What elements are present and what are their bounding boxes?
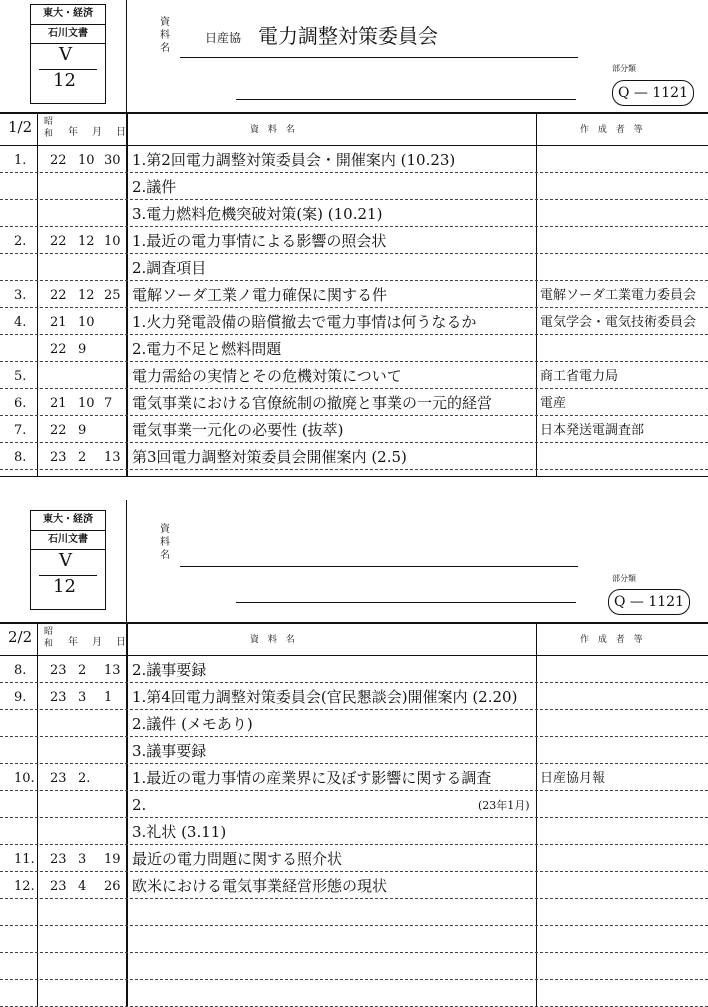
row-document-name: 1.第2回電力調整対策委員会・開催案内 (10.23) — [132, 151, 456, 169]
table-row — [0, 764, 708, 791]
row-document-name: 電力需給の実情とその危機対策について — [132, 367, 402, 385]
table-row — [0, 173, 708, 200]
row-month: 10 — [78, 315, 95, 330]
row-document-name: 1.最近の電力事情による影響の照会状 — [132, 232, 387, 250]
row-author: 電産 — [540, 396, 567, 411]
row-number: 1. — [14, 153, 27, 168]
row-number: 10. — [14, 771, 35, 786]
stamp-line2: 石川文書 — [48, 28, 88, 39]
row-author: 日本発送電調査部 — [540, 423, 645, 438]
header-era: 昭和 — [44, 117, 54, 139]
row-author: 電解ソーダ工業電力委員会 — [540, 288, 697, 303]
row-day: 26 — [104, 879, 121, 894]
stamp-volume: V — [59, 44, 72, 65]
row-month: 4 — [78, 879, 87, 894]
stamp-line1: 東大・経済 — [43, 8, 93, 19]
stamp-number: 12 — [53, 70, 76, 91]
table-row — [0, 872, 708, 899]
header-era: 昭和 — [44, 627, 54, 649]
row-document-name: 最近の電力問題に関する照介状 — [132, 850, 343, 868]
row-document-name: 2.電力不足と燃料問題 — [132, 340, 282, 358]
table-row — [0, 200, 708, 227]
table-row — [0, 227, 708, 254]
row-document-name: 2.議事要録 — [132, 661, 207, 679]
row-number: 2. — [14, 234, 27, 249]
classification-code: Q — 1121 — [608, 589, 690, 615]
row-month: 10 — [78, 396, 95, 411]
row-document-name: 1.第4回電力調整対策委員会(官民懇談会)開催案内 (2.20) — [132, 688, 518, 706]
classification-code: Q — 1121 — [612, 80, 694, 106]
label-char-2: 料 — [160, 537, 170, 548]
label-char-3: 名 — [160, 550, 170, 561]
archive-stamp — [30, 4, 106, 104]
row-month: 3 — [78, 690, 87, 705]
row-month: 12 — [78, 234, 95, 249]
table-row — [0, 146, 708, 173]
row-month: 2 — [78, 450, 87, 465]
table-row — [0, 656, 708, 683]
row-day: 30 — [104, 153, 121, 168]
table-row — [0, 845, 708, 872]
table-row — [0, 335, 708, 362]
header-document-name: 資 料 名 — [250, 635, 298, 645]
row-year: 21 — [50, 315, 67, 330]
table-row — [0, 308, 708, 335]
row-day: 13 — [104, 450, 121, 465]
row-day: 13 — [104, 663, 121, 678]
row-month: 2. — [78, 771, 91, 786]
row-document-name: 電気事業における官僚統制の撤廃と事業の一元的経営 — [132, 394, 493, 412]
header-year: 年 — [68, 127, 78, 138]
label-char-3: 名 — [160, 43, 170, 54]
table-row — [0, 443, 708, 470]
row-year: 22 — [50, 288, 67, 303]
label-char-2: 料 — [160, 30, 170, 41]
row-number: 8. — [14, 450, 27, 465]
row-month: 12 — [78, 288, 95, 303]
table-row — [0, 362, 708, 389]
row-year: 23 — [50, 771, 67, 786]
row-note: (23年1月) — [478, 799, 530, 812]
row-month: 9 — [78, 423, 87, 438]
stamp-volume: V — [59, 550, 72, 571]
row-month: 3 — [78, 852, 87, 867]
row-author: 日産協月報 — [540, 771, 606, 786]
row-number: 6. — [14, 396, 27, 411]
table-row — [0, 389, 708, 416]
row-number: 11. — [14, 852, 35, 867]
row-document-name: 電解ソーダ工業ノ電力確保に関する件 — [132, 286, 388, 304]
row-day: 10 — [104, 234, 121, 249]
row-document-name: 2.議件 — [132, 178, 177, 196]
row-number: 12. — [14, 879, 35, 894]
title-prefix: 日産協 — [205, 31, 242, 45]
label-char-1: 資 — [160, 524, 170, 535]
row-document-name: 欧米における電気事業経営形態の現状 — [132, 877, 388, 895]
table-row — [0, 791, 708, 818]
row-day: 7 — [104, 396, 113, 411]
row-number: 8. — [14, 663, 27, 678]
table-row — [0, 953, 708, 980]
header-document-name: 資 料 名 — [250, 125, 298, 135]
row-number: 7. — [14, 423, 27, 438]
table-row — [0, 926, 708, 953]
row-author: 商工省電力局 — [540, 369, 619, 384]
class-label: 部分類 — [612, 64, 636, 73]
table-row — [0, 818, 708, 845]
table-row — [0, 899, 708, 926]
row-year: 22 — [50, 234, 67, 249]
table-row — [0, 254, 708, 281]
stamp-number: 12 — [53, 576, 76, 597]
header-month: 月 — [92, 127, 102, 138]
row-document-name: 2.議件 (メモあり) — [132, 715, 253, 733]
row-document-name: 3.礼状 (3.11) — [132, 823, 227, 841]
stamp-line1: 東大・経済 — [43, 514, 93, 525]
row-number: 3. — [14, 288, 27, 303]
row-number: 4. — [14, 315, 27, 330]
row-year: 23 — [50, 450, 67, 465]
row-document-name: 2.調査項目 — [132, 259, 207, 277]
header-author: 作 成 者 等 — [580, 125, 646, 135]
row-year: 23 — [50, 690, 67, 705]
row-day: 25 — [104, 288, 121, 303]
table-row — [0, 683, 708, 710]
row-day: 19 — [104, 852, 121, 867]
page-number: 1/2 — [8, 118, 33, 136]
row-year: 21 — [50, 396, 67, 411]
row-document-name: 3.議事要録 — [132, 742, 207, 760]
row-year: 22 — [50, 342, 67, 357]
row-document-name: 2. — [132, 796, 147, 814]
row-document-name: 3.電力燃料危機突破対策(案) (10.21) — [132, 205, 383, 223]
row-month: 10 — [78, 153, 95, 168]
stamp-line2: 石川文書 — [48, 534, 88, 545]
row-year: 23 — [50, 663, 67, 678]
row-day: 1 — [104, 690, 113, 705]
table-row — [0, 416, 708, 443]
header-year: 年 — [68, 637, 78, 648]
row-number: 5. — [14, 369, 27, 384]
header-author: 作 成 者 等 — [580, 635, 646, 645]
row-month: 2 — [78, 663, 87, 678]
row-year: 23 — [50, 852, 67, 867]
row-year: 22 — [50, 153, 67, 168]
class-label: 部分類 — [612, 574, 636, 583]
row-document-name: 1.火力発電設備の賠償撤去で電力事情は何うなるか — [132, 313, 477, 331]
header-day: 日 — [116, 127, 126, 138]
row-document-name: 電気事業一元化の必要性 (抜萃) — [132, 421, 344, 439]
header-month: 月 — [92, 637, 102, 648]
row-author: 電気学会・電気技術委員会 — [540, 315, 697, 330]
document-title: 電力調整対策委員会 — [258, 24, 438, 48]
page-number: 2/2 — [8, 628, 33, 646]
table-row — [0, 281, 708, 308]
archive-stamp-2 — [30, 510, 106, 610]
table-row — [0, 737, 708, 764]
table-row — [0, 980, 708, 1007]
header-day: 日 — [116, 637, 126, 648]
row-document-name: 第3回電力調整対策委員会開催案内 (2.5) — [132, 448, 407, 466]
row-month: 9 — [78, 342, 87, 357]
row-year: 22 — [50, 423, 67, 438]
row-document-name: 1.最近の電力事情の産業界に及ぼす影響に関する調査 — [132, 769, 492, 787]
row-year: 23 — [50, 879, 67, 894]
row-number: 9. — [14, 690, 27, 705]
label-char-1: 資 — [160, 17, 170, 28]
table-row — [0, 710, 708, 737]
